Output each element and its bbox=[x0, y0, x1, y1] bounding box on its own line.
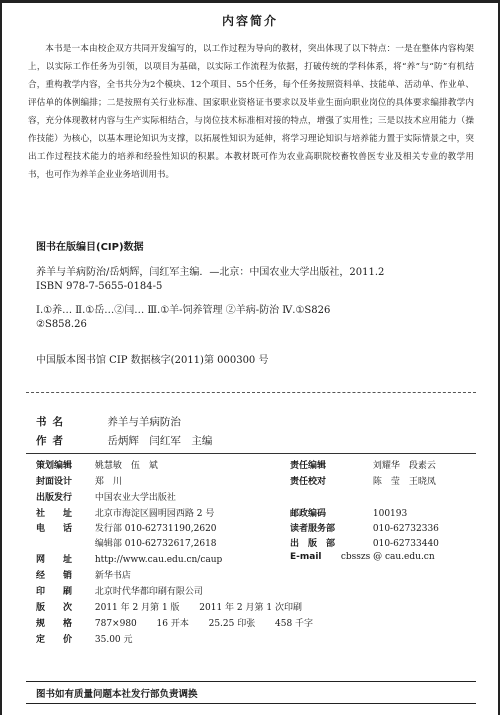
spec-label: 规 格 bbox=[36, 619, 73, 629]
cover-design-row bbox=[36, 474, 122, 487]
price-row bbox=[36, 632, 133, 645]
spec-size: 787×980 bbox=[94, 619, 137, 629]
cip-record-line: 养羊与羊病防治/岳炳辉，闫红军主编．—北京：中国农业大学出版社，2011.2 bbox=[36, 267, 385, 278]
responsible-editor: 刘耀华 段素云 bbox=[372, 461, 436, 471]
edition: 2011 年 2 月第 1 版 bbox=[94, 603, 180, 613]
email-row bbox=[290, 552, 435, 562]
quality-note: 图书如有质量问题本社发行部负责调换 bbox=[36, 689, 198, 700]
publishing-dept-row bbox=[290, 536, 439, 549]
spec-words: 458 千字 bbox=[275, 619, 314, 629]
publishing-dept-label: 出 版 部 bbox=[290, 539, 336, 549]
reader-service-row bbox=[290, 521, 439, 534]
email-label: E-mail bbox=[290, 552, 322, 562]
phone-sales: 发行部 010-62731190,2620 bbox=[94, 524, 217, 534]
postcode-row bbox=[290, 506, 407, 519]
top-border bbox=[0, 0, 500, 3]
proofreader: 陈 莹 王晓凤 bbox=[372, 477, 436, 487]
book-title: 养羊与羊病防治 bbox=[107, 416, 181, 428]
phone-editorial-row bbox=[36, 536, 217, 549]
printer-label: 印 刷 bbox=[36, 587, 73, 597]
publishing-dept: 010-62733440 bbox=[372, 539, 439, 549]
phone-editorial: 编辑部 010-62732617,2618 bbox=[94, 539, 217, 549]
proofreader-row bbox=[290, 474, 436, 487]
postcode-label: 邮政编码 bbox=[290, 509, 327, 519]
cip-number: 中国版本图书馆 CIP 数据核字(2011)第 000300 号 bbox=[36, 355, 269, 366]
address-row bbox=[36, 506, 214, 519]
book-title-row bbox=[36, 414, 181, 429]
proofreader-label: 责任校对 bbox=[290, 477, 327, 487]
cip-heading: 图书在版编目(CIP)数据 bbox=[36, 242, 144, 253]
intro-paragraph: 本书是一本由校企双方共同开发编写的，以工作过程为导向的教材，突出体现了以下特点：一是在整体内容构架上，以实际工作任务为引领，以项目为基础，以实际工作流程为依据，打破传统的学科体系，将“养”与“防”有机结合，重构教学内容，全书共分为2个模块、12个项目、55个任务，每个任务按照资料单、技能单、活动单、作业单、评估单的体例编排；二是按照有关行业标准、国家职业资格证书要求以及毕业生面向职业岗位的具体要求编排教学内容，充分体现教材内容与生产实际相结合，与岗位技术标准相对接的特点，增强了实用性；三是以技术应用能力（操作技能）为核心，以基本理论知识为支撑，以拓展性知识为延伸，将学习理论知识与培养能力置于实际情景之中，突出工作过程技术能力的培养和经验性知识的积累。本教材既可作为农业高职院校畜牧兽医专业及相关专业的教学用书，也可作为养羊企业业务培训用书。 bbox=[28, 44, 474, 180]
postcode: 100193 bbox=[372, 509, 408, 519]
book-author-row bbox=[36, 433, 212, 448]
printer-row bbox=[36, 584, 203, 597]
planning-editor-label: 策划编辑 bbox=[36, 461, 73, 471]
cip-isbn: ISBN 978-7-5655-0184-5 bbox=[36, 281, 163, 292]
cip-classification-cont: ②S858.26 bbox=[36, 319, 87, 330]
footer-rule-bottom bbox=[26, 703, 476, 704]
price-label: 定 价 bbox=[36, 635, 73, 645]
address: 北京市海淀区圆明园西路 2 号 bbox=[94, 509, 215, 519]
distributor: 新华书店 bbox=[94, 571, 131, 581]
book-title-label: 书名 bbox=[36, 416, 69, 428]
book-author-label: 作者 bbox=[36, 435, 69, 447]
email-link[interactable]: cbsszs @ cau.edu.cn bbox=[340, 552, 435, 562]
edition-row bbox=[36, 600, 302, 613]
cip-classification: Ⅰ.①养… Ⅱ.①岳…②闫… Ⅲ.①羊-饲养管理 ②羊病-防治 Ⅳ.①S826 bbox=[36, 305, 331, 316]
spec-row bbox=[36, 616, 313, 629]
responsible-editor-label: 责任编辑 bbox=[290, 461, 327, 471]
address-label: 社 址 bbox=[36, 509, 73, 519]
reader-service: 010-62732336 bbox=[372, 524, 439, 534]
distributor-row bbox=[36, 568, 131, 581]
price: 35.00 元 bbox=[94, 635, 133, 645]
printing: 2011 年 2 月第 1 次印刷 bbox=[199, 603, 302, 613]
intro-title: 内容简介 bbox=[221, 14, 278, 28]
planning-editor: 姚慧敏 伍 斌 bbox=[94, 461, 158, 471]
printer: 北京时代华都印刷有限公司 bbox=[94, 587, 203, 597]
left-border bbox=[0, 0, 2, 715]
spec-sheets: 25.25 印张 bbox=[208, 619, 256, 629]
website-row bbox=[36, 552, 222, 565]
distributor-label: 经 销 bbox=[36, 571, 73, 581]
book-author: 岳炳辉 闫红军 主编 bbox=[107, 435, 213, 447]
responsible-editor-row bbox=[290, 458, 436, 471]
phone-label: 电 话 bbox=[36, 524, 73, 534]
cover-design: 郑 川 bbox=[94, 477, 122, 487]
website-label: 网 址 bbox=[36, 555, 73, 565]
spec-format: 16 开本 bbox=[156, 619, 189, 629]
cover-design-label: 封面设计 bbox=[36, 477, 73, 487]
planning-editor-row bbox=[36, 458, 158, 471]
publisher-row bbox=[36, 490, 176, 503]
footer-rule-top bbox=[26, 681, 476, 682]
publisher-label: 出版发行 bbox=[36, 493, 73, 503]
intro-body bbox=[28, 40, 474, 184]
publisher: 中国农业大学出版社 bbox=[94, 493, 176, 503]
website-link[interactable]: http://www.cau.edu.cn/caup bbox=[94, 555, 223, 565]
section-divider bbox=[26, 392, 476, 393]
phone-row bbox=[36, 521, 217, 534]
edition-label: 版 次 bbox=[36, 603, 73, 613]
reader-service-label: 读者服务部 bbox=[290, 524, 336, 534]
details-divider bbox=[26, 453, 476, 454]
